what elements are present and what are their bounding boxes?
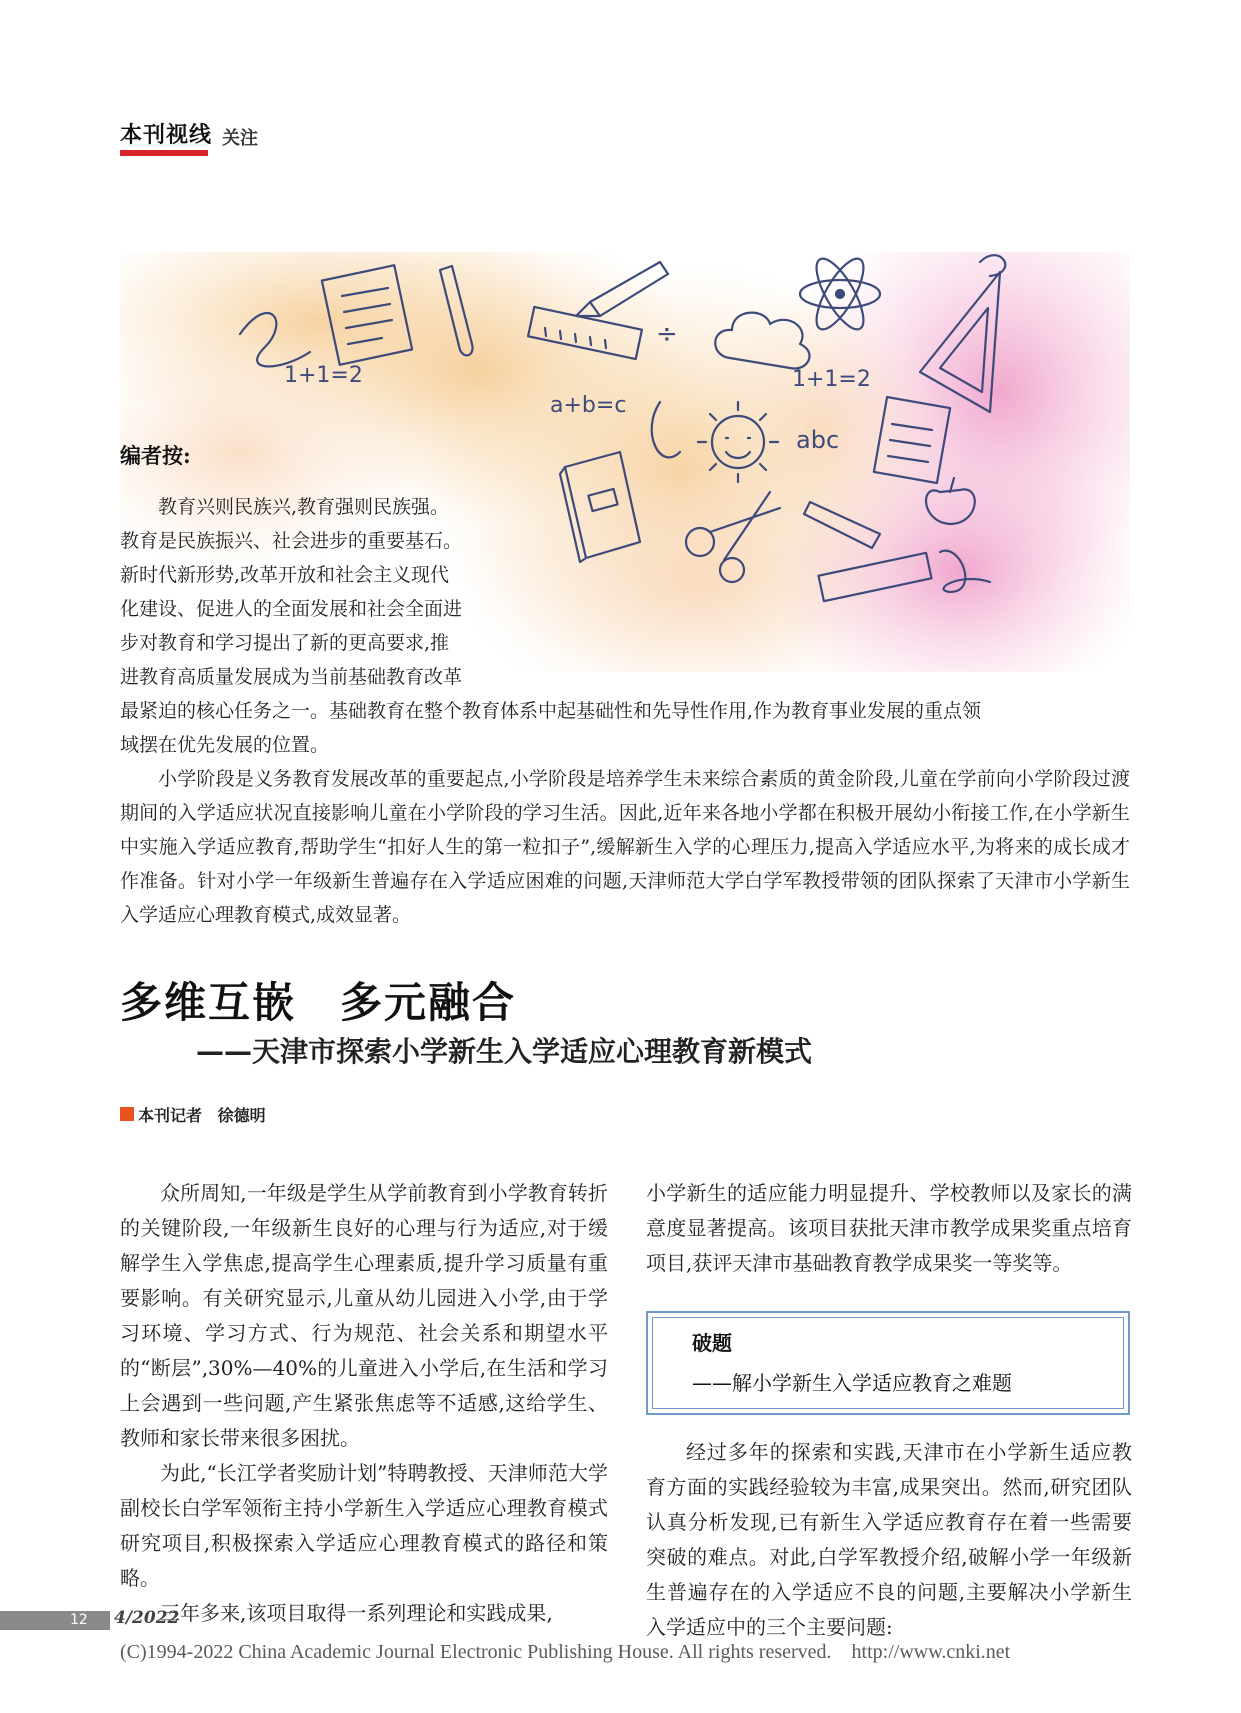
article-title-part1: 多维互嵌: [120, 978, 297, 1027]
byline-marker: [120, 1107, 134, 1121]
editor-note-line: 最紧迫的核心任务之一。基础教育在整个教育体系中起基础性和先导性作用,作为教育事业发展的重点领: [120, 700, 982, 722]
editor-note-line: 进教育高质量发展成为当前基础教育改革: [120, 666, 463, 688]
formula-doodle-1: 1+1=2: [284, 363, 363, 388]
abc-doodle: abc: [796, 426, 840, 454]
body-paragraph: 众所周知,一年级是学生从学前教育到小学教育转折的关键阶段,一年级新生良好的心理与行为适应,对于缓解学生入学焦虑,提高学生心理素质,提升学习质量有重要影响。有关研究显示,儿童从幼儿园进入小学,由于学习环境、学习方式、行为规范、社会关系和期望水平的“断层”,30%—40%的儿童进入小学后,在生活和学习上会遇到一些问题,产生紧张焦虑等不适感,这给学生、教师和家长带来很多困扰。: [120, 1181, 608, 1450]
body-column-right-bottom: [646, 1435, 1132, 1645]
page-number: 12: [70, 1612, 88, 1628]
byline: [138, 1103, 266, 1126]
body-paragraph: 三年多来,该项目取得一系列理论和实践成果,: [160, 1601, 553, 1625]
issue-number: 4/2022: [114, 1608, 180, 1628]
editor-note-line: 化建设、促进人的全面发展和社会全面进: [120, 598, 463, 620]
formula-doodle-2: a+b=c: [550, 393, 627, 418]
editor-note-line: 域摆在优先发展的位置。: [120, 734, 330, 756]
editor-note-line: 新时代新形势,改革开放和社会主义现代: [120, 564, 450, 586]
section-subtitle: ——解小学新生入学适应教育之难题: [692, 1371, 1012, 1395]
body-paragraph: 为此,“长江学者奖励计划”特聘教授、天津师范大学副校长白学军领衔主持小学新生入学适应心理教育模式研究项目,积极探索入学适应心理教育模式的路径和策略。: [120, 1461, 608, 1590]
editor-note-body: [120, 694, 1130, 932]
division-doodle: ÷: [656, 319, 678, 349]
section-title: 破题: [692, 1331, 732, 1355]
article-subtitle: ——天津市探索小学新生入学适应心理教育新模式: [196, 1035, 813, 1068]
editor-note-title: 编者按:: [120, 443, 191, 468]
editor-note-line: 教育兴则民族兴,教育强则民族强。: [158, 496, 450, 518]
byline-label: 本刊记者: [138, 1106, 203, 1125]
column-subname: 关注: [222, 128, 258, 149]
article-title: [120, 970, 516, 1030]
column-underline: [120, 150, 208, 156]
body-paragraph: 经过多年的探索和实践,天津市在小学新生适应教育方面的实践经验较为丰富,成果突出。然而,研究团队认真分析发现,已有新生入学适应教育存在着一些需要突破的难点。对此,白学军教授介绍,破解小学一年级新生普遍存在的入学适应不良的问题,主要解决小学新生入学适应中的三个主要问题:: [646, 1440, 1132, 1639]
editor-note-paragraph: 小学阶段是义务教育发展改革的重要起点,小学阶段是培养学生未来综合素质的黄金阶段,儿童在学前向小学阶段过渡期间的入学适应状况直接影响儿童在小学阶段的学习生活。因此,近年来各地小学都在积极开展幼小衔接工作,在小学新生中实施入学适应教育,帮助学生“扣好人生的第一粒扣子”,缓解新生入学的心理压力,提高入学适应水平,为将来的成长成才作准备。针对小学一年级新生普遍存在入学适应困难的问题,天津师范大学白学军教授带领的团队探索了天津市小学新生入学适应心理教育模式,成效显著。: [120, 768, 1130, 926]
body-paragraph: 小学新生的适应能力明显提升、学校教师以及家长的满意度显著提高。该项目获批天津市教学成果奖重点培育项目,获评天津市基础教育教学成果奖一等奖等。: [646, 1181, 1132, 1275]
article-title-part2: 多元融合: [340, 978, 517, 1027]
column-name: 本刊视线: [120, 123, 213, 148]
byline-name: 徐德明: [217, 1106, 266, 1125]
editor-note-line: 步对教育和学习提出了新的更高要求,推: [120, 632, 450, 654]
editor-note-lead: [120, 490, 540, 694]
body-column-right-top: [646, 1176, 1132, 1281]
formula-doodle-3: 1+1=2: [792, 367, 871, 392]
body-column-left: [120, 1176, 608, 1631]
editor-note-line: 教育是民族振兴、社会进步的重要基石。: [120, 530, 463, 552]
copyright-notice: (C)1994-2022 China Academic Journal Electronic Publishing House. All rights reserved. http://www.cnki.net: [120, 1641, 1011, 1663]
